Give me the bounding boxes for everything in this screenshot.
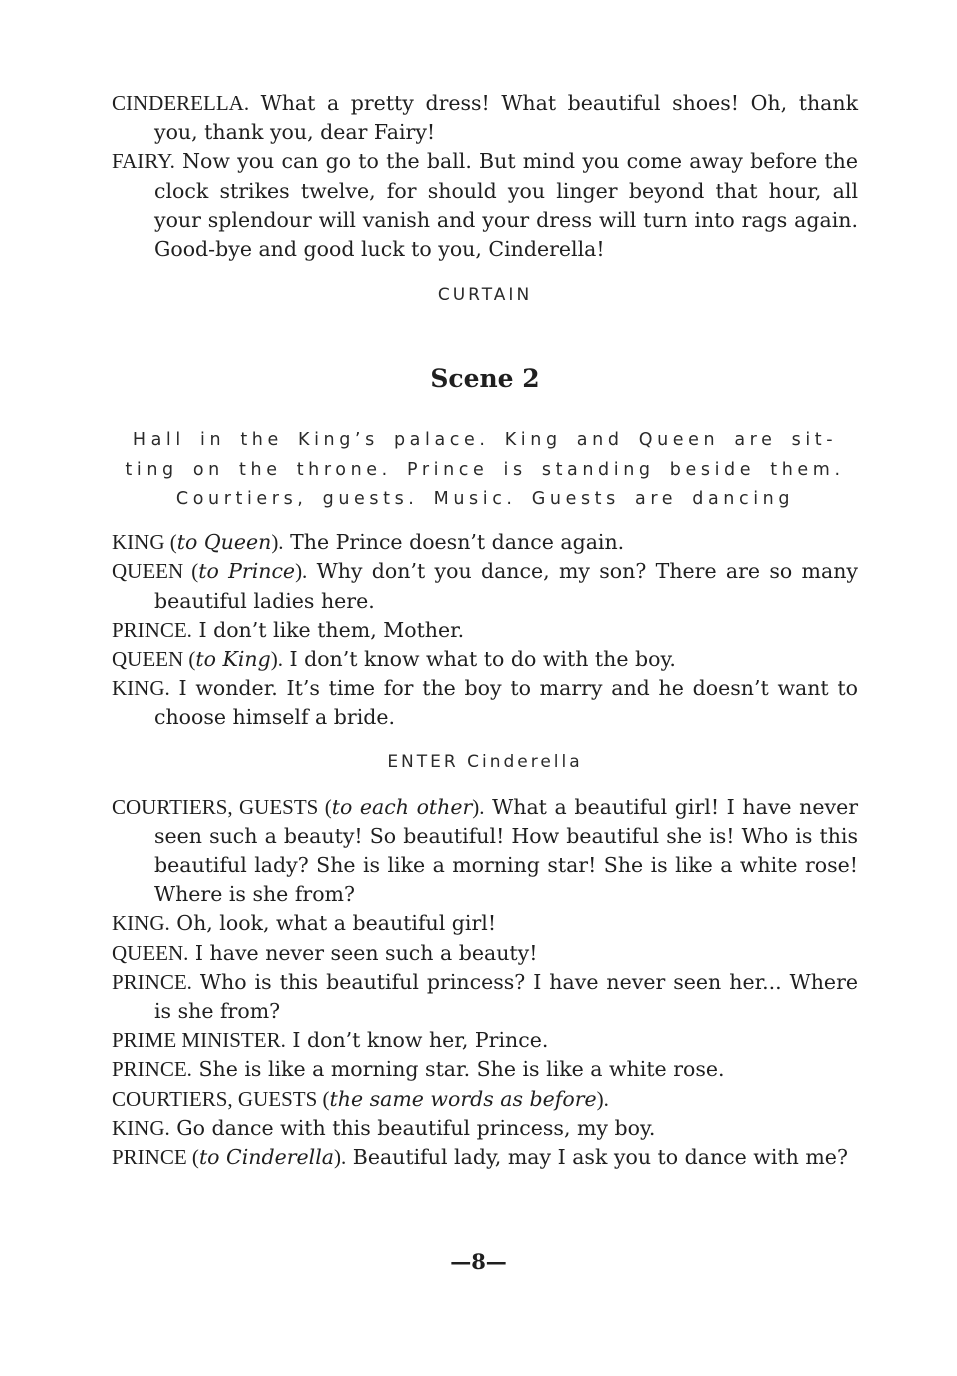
dialogue-line	[112, 1114, 858, 1143]
dialogue-text: The Prince doesn’t dance again.	[283, 530, 625, 555]
dialogue-text: I wonder. It’s time for the boy to marry and he doesn’t want to choose himself a bride.	[154, 676, 858, 730]
speaker-name: COURTIERS, GUESTS (	[112, 1086, 330, 1111]
dialogue-text: What a beautiful girl! I have never seen such a beauty! So beautiful! How beautiful she is! Who is this beautiful lady? She is like a morning star! She is like a white rose! Where is she from?	[154, 794, 858, 907]
dialogue-text: She is like a morning star. She is like a white rose.	[191, 1057, 725, 1082]
dialogue-line	[112, 674, 858, 732]
dialogue-text: I don’t know what to do with the boy.	[282, 646, 676, 671]
dialogue-block-1	[112, 528, 858, 732]
page-number: —8—	[450, 1249, 507, 1274]
stage-direction: to King	[195, 646, 271, 671]
dialogue-line	[112, 1055, 858, 1084]
dialogue-text: Oh, look, what a beautiful girl!	[169, 911, 497, 936]
direction-close: ).	[271, 530, 284, 555]
direction-close: ).	[472, 794, 485, 819]
dialogue-text: What a pretty dress! What beautiful shoes! Oh, thank you, thank you, dear Fairy!	[154, 91, 858, 145]
stage-direction: to Prince	[198, 559, 296, 584]
direction-close: ).	[295, 559, 308, 584]
setting-line: Hall in the King’s palace. King and Queen are sit-	[132, 430, 838, 451]
dialogue-text: Why don’t you dance, my son? There are so many beautiful ladies here.	[154, 559, 858, 613]
speaker-name: QUEEN.	[112, 940, 189, 965]
speaker-name: PRIME MINISTER.	[112, 1028, 286, 1053]
speaker-name: FAIRY.	[112, 149, 175, 174]
speaker-name: QUEEN (	[112, 559, 199, 584]
dialogue-block-2	[112, 793, 858, 1173]
direction-close: ).	[270, 646, 283, 671]
dialogue-line	[112, 557, 858, 615]
dialogue-line	[112, 147, 858, 264]
setting-line: Courtiers, guests. Music. Guests are dancing	[175, 488, 795, 509]
dialogue-line	[112, 528, 858, 557]
dialogue-text: Now you can go to the ball. But mind you come away before the clock strikes twelve, for should you linger beyond that hour, all your splendour will vanish and your dress will turn into rags again. Good-bye and good luck to you, Cinderella!	[154, 149, 858, 262]
dialogue-line	[112, 793, 858, 910]
speaker-name: PRINCE.	[112, 1057, 192, 1082]
dialogue-text: Go dance with this beautiful princess, my boy.	[169, 1115, 656, 1140]
book-page	[112, 89, 858, 1172]
direction-close: ).	[596, 1086, 609, 1111]
scene-title: Scene 2	[430, 364, 540, 394]
dialogue-text: I don’t know her, Prince.	[285, 1028, 549, 1053]
direction-close: ).	[334, 1144, 347, 1169]
dialogue-line	[112, 645, 858, 674]
speaker-name: KING (	[112, 530, 177, 555]
speaker-name: PRINCE.	[112, 617, 192, 642]
stage-direction: to Cinderella	[198, 1144, 334, 1169]
speaker-name: KING.	[112, 676, 170, 701]
speaker-name: KING.	[112, 911, 170, 936]
speaker-name: QUEEN (	[112, 646, 196, 671]
speaker-name: CINDERELLA.	[112, 91, 250, 115]
stage-direction: the same words as before	[329, 1086, 597, 1111]
top-dialogue	[112, 89, 858, 264]
dialogue-text: I have never seen such a beauty!	[188, 940, 538, 965]
stage-direction-curtain: CURTAIN	[437, 285, 533, 306]
dialogue-line	[112, 909, 858, 938]
speaker-name: COURTIERS, GUESTS (	[112, 794, 332, 819]
dialogue-line	[112, 1085, 858, 1114]
stage-direction-enter: ENTER Cinderella	[387, 751, 583, 772]
dialogue-line	[112, 616, 858, 645]
speaker-name: PRINCE (	[112, 1144, 199, 1169]
dialogue-text: Beautiful lady, may I ask you to dance with me?	[346, 1144, 848, 1169]
dialogue-text: I don’t like them, Mother.	[191, 617, 465, 642]
dialogue-line	[112, 89, 858, 147]
dialogue-line	[112, 1026, 858, 1055]
setting-line: ting on the throne. Prince is standing beside them.	[125, 459, 845, 480]
dialogue-text: Who is this beautiful princess? I have never seen her... Where is she from?	[154, 969, 858, 1023]
dialogue-line	[112, 939, 858, 968]
scene-setting	[112, 426, 858, 514]
dialogue-line	[112, 1143, 858, 1172]
dialogue-line	[112, 968, 858, 1026]
speaker-name: PRINCE.	[112, 969, 192, 994]
stage-direction: to Queen	[176, 530, 272, 555]
stage-direction: to each other	[331, 794, 473, 819]
speaker-name: KING.	[112, 1115, 170, 1140]
